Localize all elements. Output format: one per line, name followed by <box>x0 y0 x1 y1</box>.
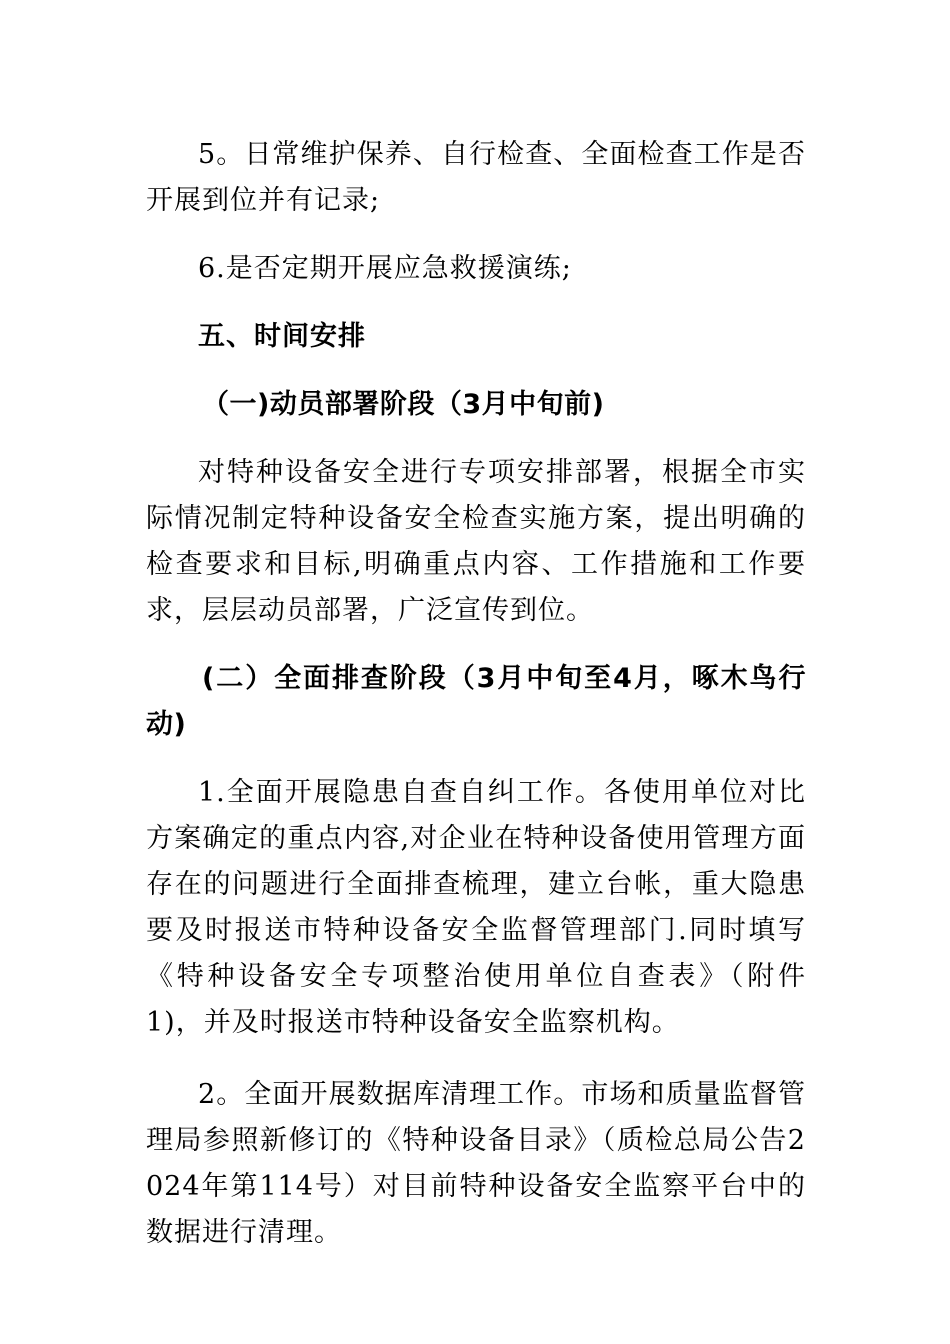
subheading-inspection-stage: (二）全面排查阶段（3月中旬至4月，啄木鸟行动) <box>146 663 806 740</box>
paragraph-item-5: 5。日常维护保养、自行检查、全面检查工作是否开展到位并有记录; <box>146 139 806 216</box>
paragraph-item-6: 6.是否定期开展应急救援演练; <box>198 253 572 284</box>
paragraph-self-inspection: 1.全面开展隐患自查自纠工作。各使用单位对比方案确定的重点内容,对企业在特种设备使用管理方面存在的问题进行全面排查梳理，建立台帐，重大隐患要及时报送市特种设备安全监督管理部门.同时填写《特种设备安全专项整治使用单位自查表》（附件1)，并及时报送市特种设备安全监察机构。 <box>146 777 806 1038</box>
subheading-mobilization-stage: （一)动员部署阶段（3月中旬前) <box>202 389 605 420</box>
paragraph-database-cleanup: 2。全面开展数据库清理工作。市场和质量监督管理局参照新修订的《特种设备目录》（质检总局公告2024年第114号）对目前特种设备安全监察平台中的数据进行清理。 <box>146 1079 806 1248</box>
section-heading-schedule: 五、时间安排 <box>198 321 366 352</box>
paragraph-mobilization-body: 对特种设备安全进行专项安排部署，根据全市实际情况制定特种设备安全检查实施方案，提出明确的检查要求和目标,明确重点内容、工作措施和工作要求，层层动员部署，广泛宣传到位。 <box>146 457 806 626</box>
